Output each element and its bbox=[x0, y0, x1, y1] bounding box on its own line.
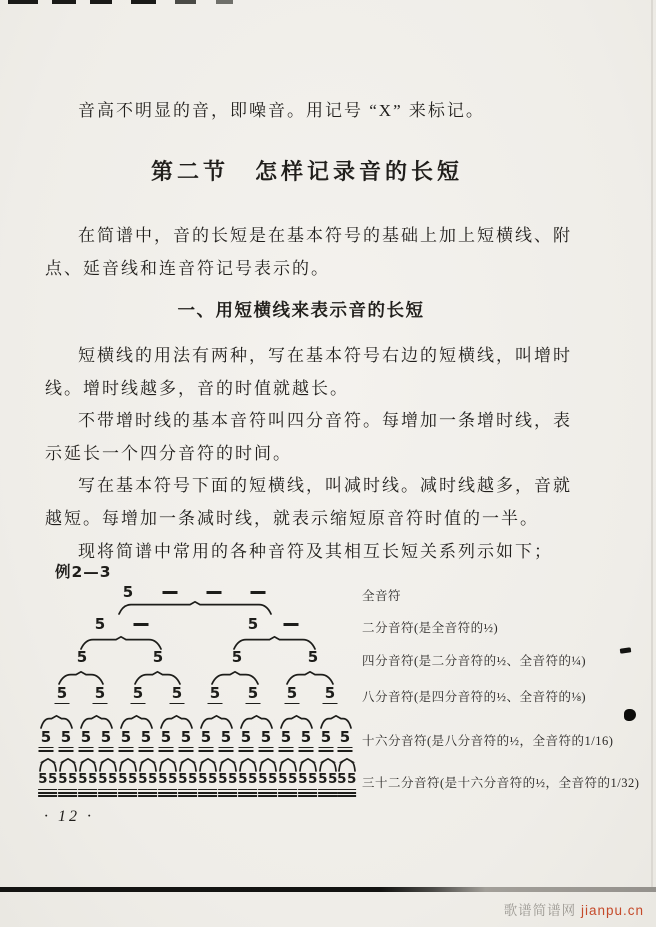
duration-row-label: 三十二分音符(是十六分音符的½，全音符的1/32) bbox=[362, 776, 640, 790]
note-digit: 5 bbox=[179, 729, 194, 752]
body-line: 短横线的用法有两种，写在基本符号右边的短横线，叫增时 bbox=[78, 346, 572, 365]
subdivision-brace bbox=[160, 715, 193, 729]
note-digit: 5 bbox=[323, 685, 338, 704]
body-line: 越短。每增加一条减时线，就表示缩短原音符时值的一半。 bbox=[45, 509, 539, 528]
subsection-title: 一、用短横线来表示音的长短 bbox=[177, 300, 425, 320]
subdivision-brace bbox=[279, 758, 297, 772]
subdivision-brace bbox=[199, 758, 217, 772]
note-digit: 55 bbox=[198, 771, 218, 797]
watermark-site-name: 歌谱简谱网 bbox=[503, 903, 577, 918]
subdivision-brace bbox=[40, 715, 73, 729]
body-line: 不带增时线的基本音符叫四分音符。每增加一条增时线，表 bbox=[78, 411, 572, 430]
subdivision-brace bbox=[179, 758, 197, 772]
subdivision-brace bbox=[338, 758, 356, 772]
note-digit: 5 bbox=[285, 685, 300, 704]
note-digit: 5 bbox=[99, 729, 114, 752]
note-digit: 55 bbox=[118, 771, 138, 797]
note-digit: 5 bbox=[152, 648, 164, 666]
note-digit: 55 bbox=[98, 771, 118, 797]
note-digit: 55 bbox=[158, 771, 178, 797]
note-digit: 5 bbox=[59, 729, 74, 752]
subdivision-brace bbox=[159, 758, 177, 772]
note-digit: 5 bbox=[79, 729, 94, 752]
note-digit: 5 bbox=[139, 729, 154, 752]
subdivision-brace bbox=[259, 758, 277, 772]
subdivision-brace bbox=[233, 636, 316, 650]
note-digit: 5 bbox=[39, 729, 54, 752]
note-digit: 5 bbox=[299, 729, 314, 752]
watermark bbox=[504, 899, 644, 919]
subdivision-brace bbox=[319, 758, 337, 772]
body-line: 线。增时线越多，音的时值就越长。 bbox=[45, 379, 349, 398]
duration-line-dash bbox=[163, 591, 178, 594]
note-digit: 5 bbox=[159, 729, 174, 752]
subdivision-brace bbox=[59, 758, 77, 772]
subdivision-brace bbox=[280, 715, 313, 729]
note-digit: 55 bbox=[138, 771, 158, 797]
bottom-rule bbox=[0, 887, 656, 892]
note-digit: 55 bbox=[218, 771, 238, 797]
watermark-site-url: jianpu.cn bbox=[580, 903, 644, 918]
page-number: · 12 · bbox=[44, 808, 94, 825]
note-digit: 5 bbox=[55, 685, 70, 704]
duration-row-label: 二分音符(是全音符的½) bbox=[362, 621, 499, 635]
note-digit: 5 bbox=[122, 583, 134, 601]
subdivision-brace bbox=[240, 715, 273, 729]
duration-line-dash bbox=[284, 623, 299, 626]
note-digit: 55 bbox=[78, 771, 98, 797]
note-digit: 55 bbox=[278, 771, 298, 797]
duration-line-dash bbox=[207, 591, 222, 594]
note-digit: 5 bbox=[170, 685, 185, 704]
note-digit: 5 bbox=[93, 685, 108, 704]
subdivision-brace bbox=[139, 758, 157, 772]
note-digit: 5 bbox=[76, 648, 88, 666]
subdivision-brace bbox=[320, 715, 352, 729]
body-line: 点、延音线和连音符记号表示的。 bbox=[45, 259, 330, 278]
note-digit: 5 bbox=[338, 729, 353, 752]
subdivision-brace bbox=[39, 758, 57, 772]
note-digit: 55 bbox=[178, 771, 198, 797]
subdivision-brace bbox=[211, 671, 259, 685]
note-digit: 5 bbox=[307, 648, 319, 666]
subdivision-brace bbox=[80, 715, 113, 729]
subdivision-brace bbox=[286, 671, 334, 685]
note-digit: 5 bbox=[219, 729, 234, 752]
subdivision-brace bbox=[200, 715, 233, 729]
note-digit: 5 bbox=[279, 729, 294, 752]
duration-row-label: 四分音符(是二分音符的½、全音符的¼) bbox=[362, 654, 587, 668]
subdivision-brace bbox=[120, 715, 153, 729]
duration-row-label: 八分音符(是四分音符的½、全音符的⅛) bbox=[362, 690, 587, 704]
duration-row-label: 十六分音符(是八分音符的½，全音符的1/16) bbox=[362, 734, 614, 748]
section-title: 第二节 怎样记录音的长短 bbox=[150, 159, 463, 184]
note-digit: 5 bbox=[94, 615, 106, 633]
note-digit: 55 bbox=[258, 771, 278, 797]
note-digit: 55 bbox=[38, 771, 58, 797]
subdivision-brace bbox=[58, 671, 104, 685]
example-label: 例2—3 bbox=[55, 563, 112, 581]
subdivision-brace bbox=[118, 601, 272, 615]
subdivision-brace bbox=[79, 758, 97, 772]
note-digit: 5 bbox=[208, 685, 223, 704]
subdivision-brace bbox=[299, 758, 317, 772]
duration-line-dash bbox=[134, 623, 149, 626]
note-digit: 5 bbox=[319, 729, 334, 752]
subdivision-brace bbox=[219, 758, 237, 772]
body-line: 写在基本符号下面的短横线，叫减时线。减时线越多，音就 bbox=[78, 476, 572, 495]
duration-line-dash bbox=[251, 591, 266, 594]
note-digit: 55 bbox=[318, 771, 338, 797]
body-line: 音高不明显的音，即噪音。用记号 “X” 来标记。 bbox=[78, 101, 485, 120]
note-digit: 5 bbox=[231, 648, 243, 666]
note-digit: 5 bbox=[259, 729, 274, 752]
body-line: 示延长一个四分音符的时间。 bbox=[45, 444, 292, 463]
note-digit: 55 bbox=[337, 771, 357, 797]
note-digit: 5 bbox=[247, 615, 259, 633]
subdivision-brace bbox=[119, 758, 137, 772]
note-digit: 5 bbox=[199, 729, 214, 752]
body-line: 现将简谱中常用的各种音符及其相互长短关系列示如下； bbox=[78, 542, 553, 561]
subdivision-brace bbox=[239, 758, 257, 772]
subdivision-brace bbox=[99, 758, 117, 772]
subdivision-brace bbox=[80, 636, 162, 650]
subdivision-brace bbox=[134, 671, 181, 685]
note-digit: 5 bbox=[239, 729, 254, 752]
note-digit: 55 bbox=[238, 771, 258, 797]
duration-row-label: 全音符 bbox=[362, 589, 402, 603]
note-digit: 5 bbox=[131, 685, 146, 704]
note-digit: 5 bbox=[119, 729, 134, 752]
note-digit: 55 bbox=[298, 771, 318, 797]
note-digit: 5 bbox=[246, 685, 261, 704]
body-line: 在简谱中，音的长短是在基本符号的基础上加上短横线、附 bbox=[78, 226, 572, 245]
note-digit: 55 bbox=[58, 771, 78, 797]
